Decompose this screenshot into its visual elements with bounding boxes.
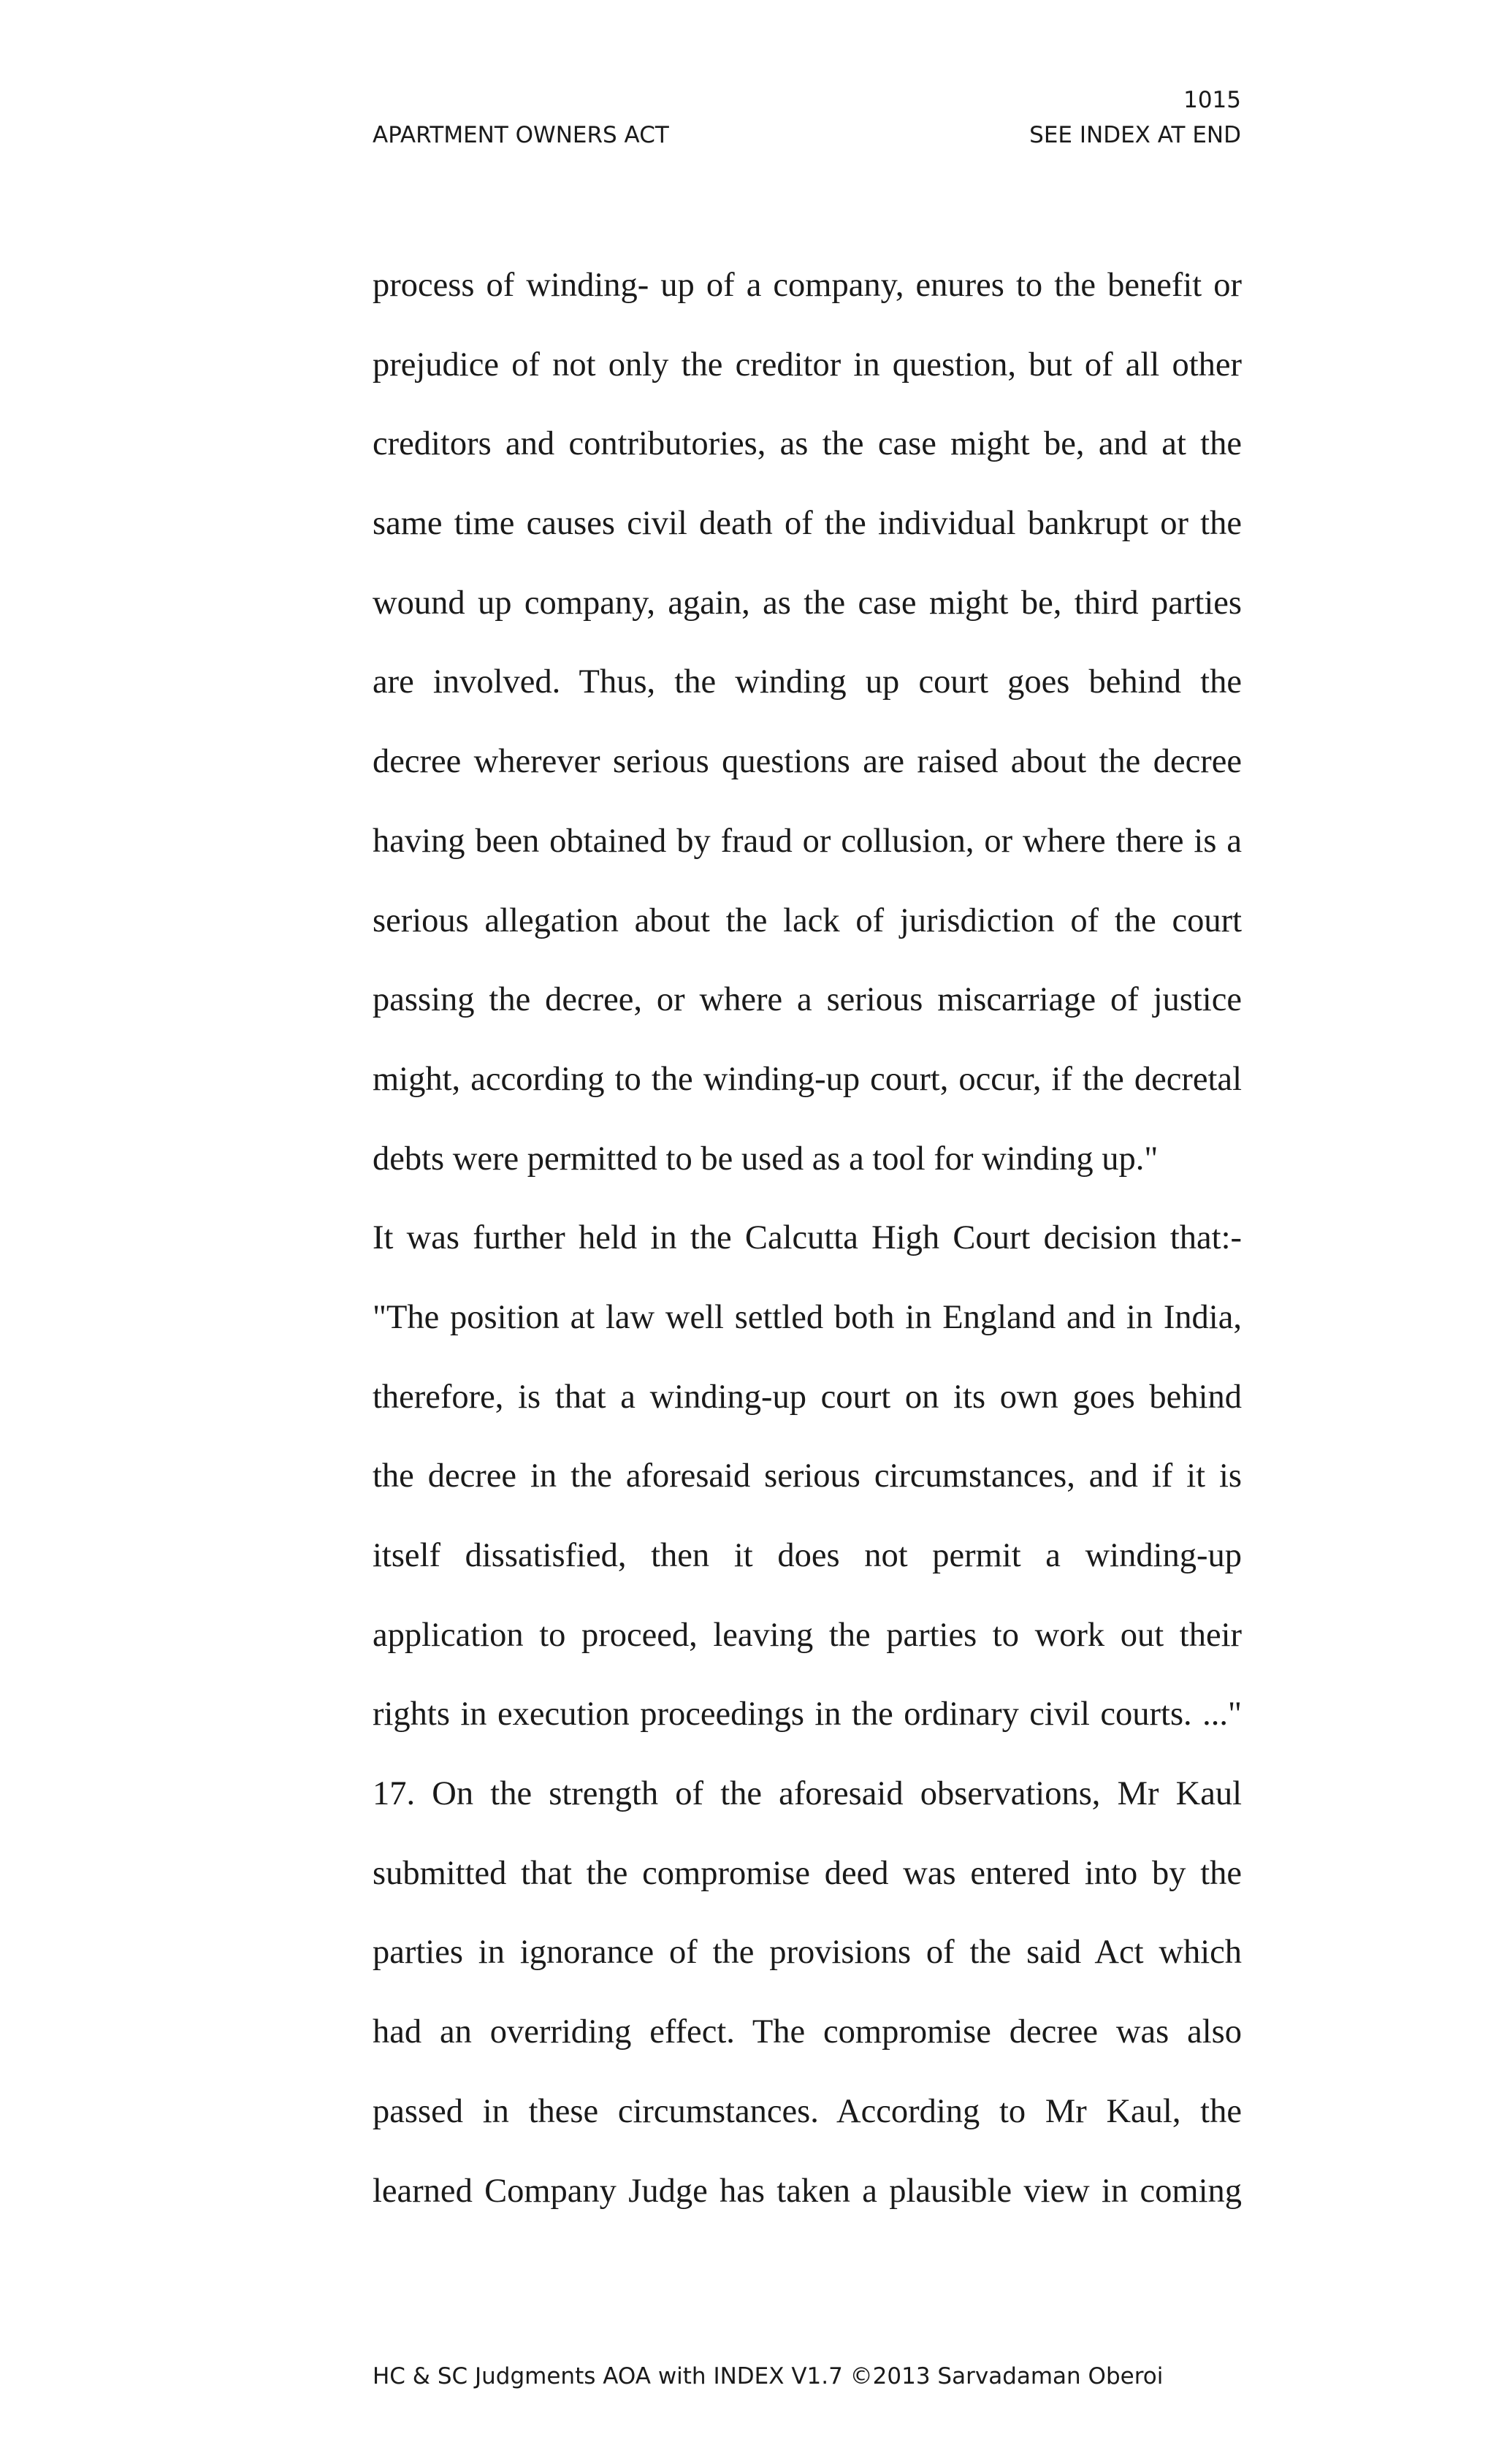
text-line: decree wherever serious questions are raised about the decree — [373, 743, 1242, 781]
text-line: It was further held in the Calcutta High Court decision that:- — [373, 1219, 1242, 1257]
text-line: serious allegation about the lack of jurisdiction of the court — [373, 901, 1242, 939]
text-line: learned Company Judge has taken a plausible view in coming — [373, 2172, 1242, 2210]
text-line: application to proceed, leaving the parties to work out their — [373, 1616, 1242, 1654]
text-line: the decree in the aforesaid serious circumstances, and if it is — [373, 1457, 1242, 1495]
text-line: having been obtained by fraud or collusion, or where there is a — [373, 822, 1242, 860]
text-line: parties in ignorance of the provisions of the said Act which — [373, 1934, 1242, 1972]
text-line: are involved. Thus, the winding up court goes behind the — [373, 663, 1242, 701]
text-line: might, according to the winding-up court, occur, if the decretal — [373, 1060, 1242, 1098]
page-footer: HC & SC Judgments AOA with INDEX V1.7 ©2013 Sarvadaman Oberoi — [373, 2363, 1164, 2389]
text-line: "The position at law well settled both in England and in India, — [373, 1298, 1242, 1336]
text-line: 17. On the strength of the aforesaid observations, Mr Kaul — [373, 1775, 1242, 1813]
page-number: 1015 — [1183, 87, 1241, 113]
text-line: prejudice of not only the creditor in question, but of all other — [373, 346, 1242, 384]
running-header-title: APARTMENT OWNERS ACT — [373, 122, 669, 148]
text-line: process of winding- up of a company, enures to the benefit or — [373, 267, 1242, 304]
text-line: itself dissatisfied, then it does not permit a winding-up — [373, 1537, 1242, 1574]
text-line: submitted that the compromise deed was entered into by the — [373, 1854, 1242, 1892]
text-line: creditors and contributories, as the case might be, and at the — [373, 425, 1242, 463]
text-line: therefore, is that a winding-up court on its own goes behind — [373, 1378, 1242, 1416]
text-line: same time causes civil death of the individual bankrupt or the — [373, 505, 1242, 543]
text-line: had an overriding effect. The compromise decree was also — [373, 2013, 1242, 2051]
running-header-index-note: SEE INDEX AT END — [1029, 122, 1241, 148]
text-line: passed in these circumstances. According to Mr Kaul, the — [373, 2092, 1242, 2130]
text-line: wound up company, again, as the case might be, third parties — [373, 584, 1242, 622]
text-line: passing the decree, or where a serious miscarriage of justice — [373, 981, 1242, 1019]
text-line: debts were permitted to be used as a tool for winding up." — [373, 1140, 1159, 1178]
text-line: rights in execution proceedings in the ordinary civil courts. ..." — [373, 1696, 1242, 1733]
judgment-body-text — [373, 262, 1242, 2246]
